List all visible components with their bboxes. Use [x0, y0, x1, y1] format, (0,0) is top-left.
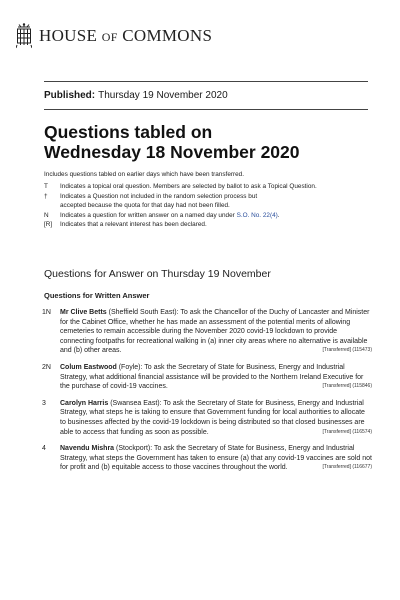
portcullis-logo-icon	[16, 23, 32, 49]
legend-text-part: Indicates a question for written answer on a named day under	[60, 211, 237, 219]
question-number: 2N	[42, 363, 51, 371]
published-date: Thursday 19 November 2020	[98, 90, 228, 101]
question-text: To ask the Chancellor of the Duchy of Lancaster and Minister for the Cabinet Office, whether he has made an assessment of the potential merits of allowing cemeteries to remain accessible during the November 2020 covid-19 lockdown to provide connecting footpaths for recreational walking in (a) inner city areas where no alternative is available and (b) other areas.	[60, 309, 370, 355]
legend-row	[44, 192, 374, 202]
title-line-1: Questions tabled on	[44, 122, 213, 142]
page-title	[44, 122, 364, 162]
member-name: Navendu Mishra	[60, 445, 115, 453]
question-tag: [Transferred] (116574)	[322, 428, 372, 435]
legend	[44, 182, 374, 230]
legend-symbol: T	[44, 183, 48, 190]
constituency: (Sheffield South East):	[106, 309, 179, 316]
house-name-part: COMMONS	[122, 26, 213, 45]
standing-order-link[interactable]: S.O. No. 22(4)	[236, 211, 278, 219]
question-item	[42, 399, 372, 437]
constituency: (Swansea East):	[108, 399, 162, 407]
legend-row	[44, 182, 374, 192]
house-name	[39, 26, 212, 46]
question-item	[42, 444, 372, 473]
question-item	[42, 363, 372, 392]
question-tag: [Transferred] (116677)	[322, 464, 372, 471]
legend-text	[60, 211, 280, 221]
legend-text: accepted because the quota for that day had not been filled.	[60, 202, 230, 209]
legend-symbol: †	[44, 192, 48, 200]
legend-symbol: N	[44, 211, 49, 219]
house-of-commons-header	[16, 21, 212, 51]
legend-text: Indicates a topical oral question. Members are selected by ballot to ask a Topical Question.	[60, 183, 317, 190]
intro-note: Includes questions tabled on earlier days which have been transferred.	[44, 171, 245, 178]
house-name-part: HOUSE	[39, 26, 98, 45]
published-bar	[44, 81, 368, 110]
question-text: To ask the Secretary of State for Business, Energy and Industrial Strategy, what steps he is taking to ensure that Government funding for local authorities to allocate to businesses affected by the covid-19 lockdown is being distributed so that closed businesses are able to access that funding as soon as possible.	[60, 399, 365, 436]
legend-row	[44, 201, 374, 211]
legend-text: Indicates that a relevant interest has been declared.	[60, 221, 207, 228]
legend-symbol	[44, 201, 60, 211]
member-name: Mr Clive Betts	[60, 309, 107, 316]
section-heading: Questions for Answer on Thursday 19 November	[44, 268, 271, 280]
member-name: Carolyn Harris	[60, 399, 109, 407]
question-number: 4	[42, 445, 46, 453]
house-name-of: OF	[101, 30, 118, 44]
legend-text-part: .	[277, 211, 280, 219]
question-text: To ask the Secretary of State for Business, Energy and Industrial Strategy, what steps the Government has taken to ensure (a) that any covid-19 vaccines are sold not for profit and (b) equitable access to those vaccines throughout the world.	[60, 445, 372, 472]
question-text: To ask the Secretary of State for Business, Energy and Industrial Strategy, what additional financial assistance will be provided to the Northern Ireland Executive for the purchase of covid-19 vaccines.	[60, 363, 364, 391]
question-number: 3	[42, 399, 46, 407]
questions-list	[42, 308, 372, 480]
legend-symbol: [R]	[44, 221, 53, 228]
legend-text: Indicates a Question not included in the random selection process but	[60, 192, 258, 200]
published-label: Published:	[44, 90, 96, 101]
question-item	[42, 308, 372, 356]
question-number: 1N	[42, 309, 51, 316]
question-tag: [Transferred] (115846)	[322, 383, 372, 390]
constituency: (Stockport):	[114, 445, 153, 453]
legend-row	[44, 211, 374, 221]
member-name: Colum Eastwood	[60, 363, 117, 371]
title-line-2: Wednesday 18 November 2020	[44, 142, 300, 162]
question-tag: [Transferred] (115473)	[322, 347, 372, 354]
constituency: (Foyle):	[116, 363, 143, 371]
legend-row	[44, 220, 374, 230]
sub-heading: Questions for Written Answer	[44, 291, 150, 300]
